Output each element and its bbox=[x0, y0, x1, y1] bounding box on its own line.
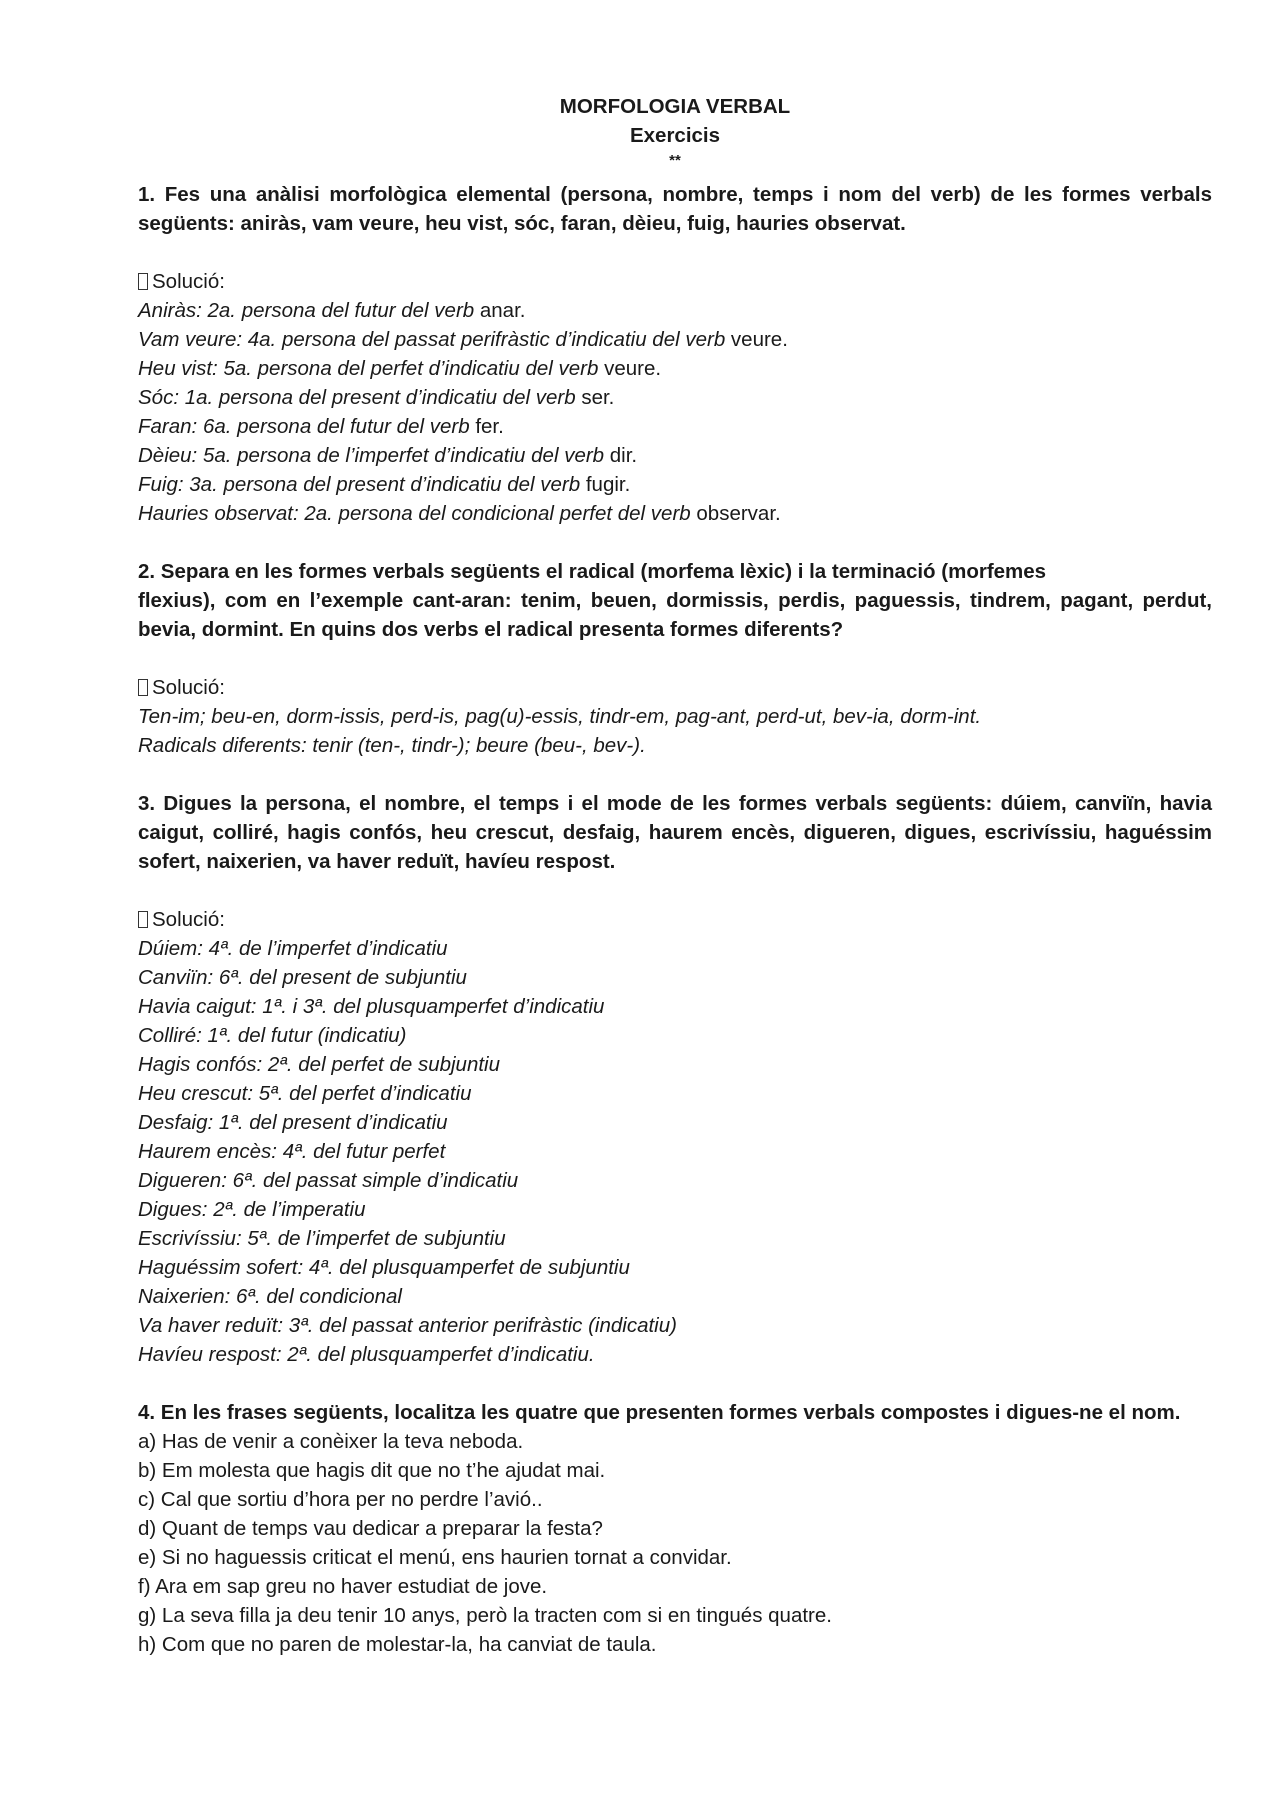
exercise-1-answers bbox=[138, 296, 1212, 528]
answer-line: Desfaig: 1ª. del present d’indicatiu bbox=[138, 1111, 448, 1134]
answer-line: Dúiem: 4ª. de l’imperfet d’indicatiu bbox=[138, 937, 448, 960]
answer-line: Faran: 6a. persona del futur del verb fer. bbox=[138, 415, 504, 438]
page-subtitle: Exercicis bbox=[629, 124, 721, 147]
exercise-2-answers bbox=[138, 702, 1212, 760]
answer-line: Vam veure: 4a. persona del passat perifràstic d’indicatiu del verb veure. bbox=[138, 328, 788, 351]
checkbox-icon bbox=[138, 911, 148, 928]
exercise-2-question-line1: 2. Separa en les formes verbals següents el radical (morfema lèxic) i la terminació (morfemes bbox=[138, 560, 1047, 583]
separator-stars: ** bbox=[669, 152, 681, 169]
list-item: e) Si no haguessis criticat el menú, ens haurien tornat a convidar. bbox=[138, 1546, 732, 1569]
answer-line: Heu vist: 5a. persona del perfet d’indicatiu del verb veure. bbox=[138, 357, 662, 380]
answer-line: Haurem encès: 4ª. del futur perfet bbox=[138, 1140, 446, 1163]
answer-line: Radicals diferents: tenir (ten-, tindr-); beure (beu-, bev-). bbox=[138, 734, 646, 757]
exercise-3-solution-label: Solució: bbox=[138, 905, 1212, 934]
exercise-3-answers bbox=[138, 934, 1212, 1369]
list-item: a) Has de venir a conèixer la teva neboda. bbox=[138, 1430, 524, 1453]
list-item: b) Em molesta que hagis dit que no t’he ajudat mai. bbox=[138, 1459, 606, 1482]
answer-line: Hagis confós: 2ª. del perfet de subjuntiu bbox=[138, 1053, 501, 1076]
answer-line: Canviïn: 6ª. del present de subjuntiu bbox=[138, 966, 467, 989]
exercise-4-sentences bbox=[138, 1427, 1212, 1659]
answer-line: Dèieu: 5a. persona de l’imperfet d’indicatiu del verb dir. bbox=[138, 444, 638, 467]
answer-line: Aniràs: 2a. persona del futur del verb anar. bbox=[138, 299, 526, 322]
answer-line: Havíeu respost: 2ª. del plusquamperfet d’indicatiu. bbox=[138, 1343, 595, 1366]
exercise-4-question: 4. En les frases següents, localitza les quatre que presenten formes verbals compostes i digues-ne el nom. bbox=[138, 1401, 1181, 1424]
answer-line: Sóc: 1a. persona del present d’indicatiu del verb ser. bbox=[138, 386, 615, 409]
document-page bbox=[138, 92, 1212, 1659]
answer-line: Heu crescut: 5ª. del perfet d’indicatiu bbox=[138, 1082, 472, 1105]
list-item: d) Quant de temps vau dedicar a preparar la festa? bbox=[138, 1517, 603, 1540]
exercise-2-solution-label: Solució: bbox=[138, 673, 1212, 702]
answer-line: Colliré: 1ª. del futur (indicatiu) bbox=[138, 1024, 407, 1047]
checkbox-icon bbox=[138, 273, 148, 290]
exercise-1-solution-label: Solució: bbox=[138, 267, 1212, 296]
list-item: g) La seva filla ja deu tenir 10 anys, però la tracten com si en tingués quatre. bbox=[138, 1604, 832, 1627]
checkbox-icon bbox=[138, 679, 148, 696]
answer-line: Fuig: 3a. persona del present d’indicatiu del verb fugir. bbox=[138, 473, 631, 496]
answer-line: Havia caigut: 1ª. i 3ª. del plusquamperfet d’indicatiu bbox=[138, 995, 605, 1018]
answer-line: Escrivíssiu: 5ª. de l’imperfet de subjuntiu bbox=[138, 1227, 506, 1250]
answer-line: Haguéssim sofert: 4ª. del plusquamperfet de subjuntiu bbox=[138, 1256, 630, 1279]
list-item: f) Ara em sap greu no haver estudiat de jove. bbox=[138, 1575, 548, 1598]
list-item: h) Com que no paren de molestar-la, ha canviat de taula. bbox=[138, 1633, 657, 1656]
answer-line: Digueren: 6ª. del passat simple d’indicatiu bbox=[138, 1169, 519, 1192]
exercise-2-question: flexius), com en l’exemple cant-aran: tenim, beuen, dormissis, perdis, paguessis, tindrem, pagant, perdut, bevia, dormint. En quins dos verbs el radical presenta formes diferents? bbox=[138, 589, 1212, 641]
answer-line: Naixerien: 6ª. del condicional bbox=[138, 1285, 402, 1308]
answer-line: Digues: 2ª. de l’imperatiu bbox=[138, 1198, 366, 1221]
list-item: c) Cal que sortiu d’hora per no perdre l’avió.. bbox=[138, 1488, 543, 1511]
exercise-3-question: 3. Digues la persona, el nombre, el temps i el mode de les formes verbals següents: dúiem, canviïn, havia caigut, colliré, hagis confós, heu crescut, desfaig, haurem encès, digueren, digues, escrivíssiu, haguéssim sofert, naixerien, va haver reduït, havíeu respost. bbox=[138, 792, 1212, 873]
answer-line: Va haver reduït: 3ª. del passat anterior perifràstic (indicatiu) bbox=[138, 1314, 677, 1337]
page-title: MORFOLOGIA VERBAL bbox=[559, 95, 791, 118]
answer-line: Hauries observat: 2a. persona del condicional perfet del verb observar. bbox=[138, 502, 781, 525]
exercise-1-question: 1. Fes una anàlisi morfològica elemental (persona, nombre, temps i nom del verb) de les formes verbals següents: aniràs, vam veure, heu vist, sóc, faran, dèieu, fuig, hauries observat. bbox=[138, 183, 1212, 235]
answer-line: Ten-im; beu-en, dorm-issis, perd-is, pag(u)-essis, tindr-em, pag-ant, perd-ut, bev-ia, dorm-int. bbox=[138, 705, 982, 728]
